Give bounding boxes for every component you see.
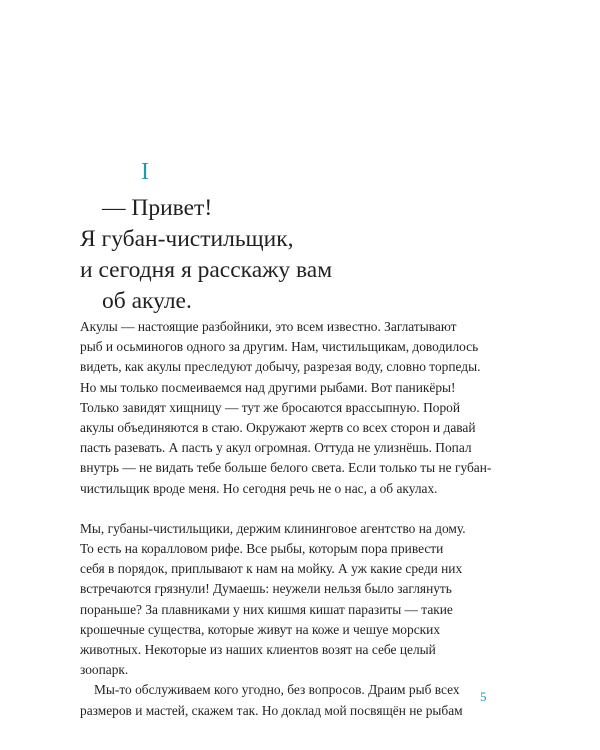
chapter-intro (80, 193, 500, 317)
text-line: пораньше? За плавниками у них кишмя кишат паразиты — такие (80, 601, 453, 617)
text-line: Мы-то обслуживаем кого угодно, без вопросов. Драим рыб всех (94, 682, 460, 698)
text-line: Мы, губаны-чистильщики, держим клининговое агентство на дому. (80, 520, 466, 536)
text-line: рыб и осьминогов одного за другим. Нам, чистильщикам, доводилось (80, 339, 479, 355)
paragraph (80, 680, 510, 720)
text-line: видеть, как акулы преследуют добычу, разрезая воду, словно торпеды. (80, 359, 481, 375)
intro-line: Я губан-чистильщик, (80, 226, 294, 252)
paragraph (80, 317, 510, 499)
text-line: чистильщик вроде меня. Но сегодня речь не о нас, а об акулах. (80, 480, 438, 496)
paragraph (80, 519, 510, 681)
text-line: акулы объединяются в стаю. Окружают жертв со всех сторон и давай (80, 420, 476, 436)
text-line: зоопарк. (80, 662, 129, 678)
text-line: пасть разевать. А пасть у акул огромная. Оттуда не улизнёшь. Попал (80, 440, 472, 456)
intro-line: — Привет! (102, 195, 213, 221)
body-text (80, 317, 510, 721)
text-line: крошечные существа, которые живут на коже и чешуе морских (80, 621, 441, 637)
text-line: Только завидят хищницу — тут же бросаются врассыпную. Порой (80, 399, 461, 415)
text-line: внутрь — не видать тебе больше белого света. Если только ты не губан- (80, 460, 492, 476)
intro-line: и сегодня я расскажу вам (80, 257, 333, 283)
page-number: 5 (480, 689, 487, 704)
text-line: Акулы — настоящие разбойники, это всем известно. Заглатывают (80, 319, 457, 334)
text-line: То есть на коралловом рифе. Все рыбы, которым пора привести (80, 541, 444, 557)
text-line: размеров и мастей, скажем так. Но доклад мой посвящён не рыбам (80, 702, 463, 718)
chapter-number: I (141, 159, 149, 185)
text-line: себя в порядок, приплывают к нам на мойку. А уж какие среди них (80, 561, 463, 577)
text-line: животных. Некоторые из наших клиентов возят на себе целый (80, 642, 436, 658)
intro-line: об акуле. (102, 288, 192, 314)
text-line: встречаются грязнули! Думаешь: неужели нельзя было заглянуть (80, 581, 452, 597)
text-line: Но мы только посмеиваемся над другими рыбами. Вот паникёры! (80, 379, 456, 395)
